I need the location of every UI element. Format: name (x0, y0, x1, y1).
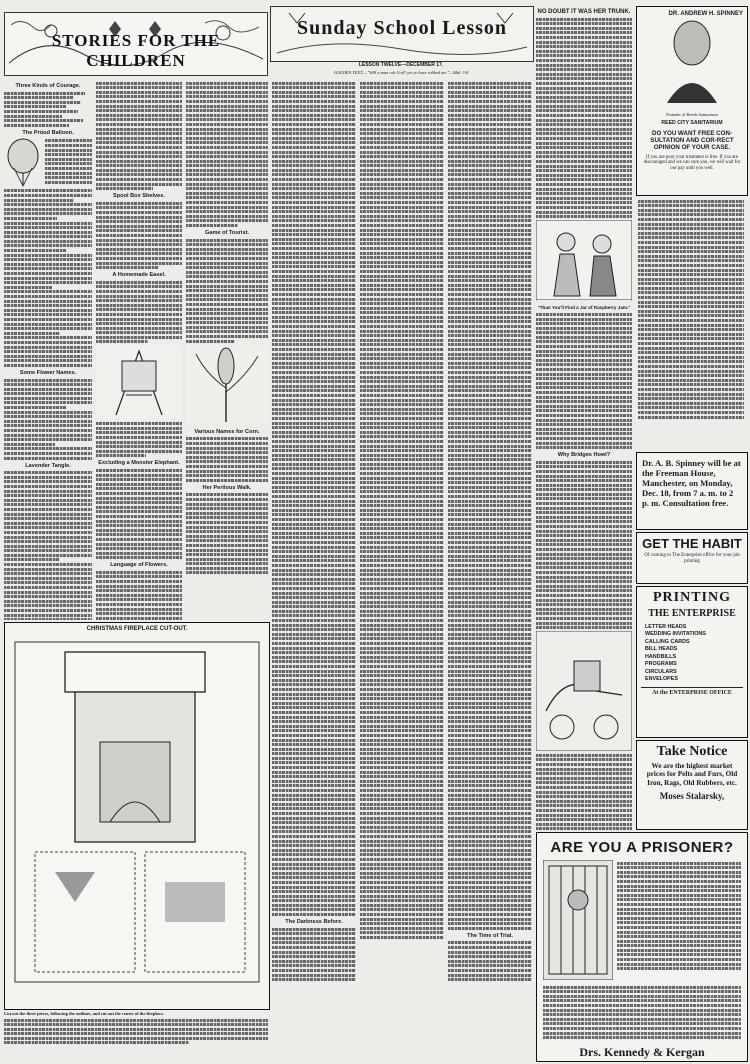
prisoner-illustration (543, 860, 613, 980)
article-title: The Proud Balloon. (22, 129, 74, 136)
section-title: Why Bridges Howl? (557, 452, 611, 459)
list-item: WEDDING INVITATIONS (645, 631, 706, 637)
enterprise-list (637, 619, 747, 687)
list-item: HANDBILLS (645, 653, 677, 660)
section-title: The Time of Trial. (467, 932, 513, 939)
golden-text: GOLDEN TEXT.—"Will a man rob God? yet ye have robbed me."—Mal. 3:8 (333, 70, 469, 75)
stories-banner (4, 12, 268, 76)
section-title: Excluding a Monster Elephant. (98, 460, 180, 467)
sunday-school-title: Sunday School Lesson (296, 17, 508, 39)
doctor-name: DR. ANDREW H. SPINNEY (668, 11, 743, 17)
doctor-ad (636, 6, 748, 196)
section-title: A Homemade Easel. (112, 272, 166, 279)
doctor-ad-body (638, 198, 744, 446)
consult-heading: DO YOU WANT FREE CON-SULTATION AND COR-RECT OPINION OF YOUR CASE. (650, 130, 734, 151)
list-item: LETTER HEADS (645, 623, 687, 630)
puzzle-title: CHRISTMAS FIREPLACE CUT-OUT. (86, 626, 188, 632)
fireplace-cutout-art (5, 632, 269, 992)
list-item: BILL HEADS (645, 646, 678, 652)
prisoner-title: ARE YOU A PRISONER? (550, 839, 734, 856)
list-item: ENVELOPES (645, 676, 678, 682)
location-ad (636, 452, 748, 530)
puzzle-caption: Cut out the three pieces, following the outlines, and cut out the center of the fireplace. (4, 1012, 268, 1060)
article-title: NO DOUBT IT WAS HER TRUNK. (537, 9, 631, 15)
list-item: CIRCULARS (645, 668, 677, 675)
article-body (4, 92, 92, 127)
sunday-school-col-1 (272, 80, 356, 1060)
column-2 (96, 80, 182, 620)
habit-body: Of coming to The Enterprise office for your job printing (644, 553, 740, 564)
section-title: Lavender Tangle. (25, 462, 71, 469)
enterprise-title: THE ENTERPRISE (648, 608, 736, 619)
list-item: CALLING CARDS (645, 638, 690, 645)
notice-title: Take Notice (656, 744, 728, 759)
article-title: Spool Box Shelves. (113, 193, 165, 200)
easel-illustration (96, 345, 182, 419)
sunday-school-col-3 (448, 80, 532, 1060)
location-text: Dr. A. B. Spinney will be at the Freeman House, Manchester, on Monday, Dec. 18, from 7 a. m. to 2 p. m. Consultation free. (642, 458, 741, 508)
corn-illustration (186, 344, 268, 424)
balloon-illustration (4, 138, 42, 188)
habit-title: GET THE HABIT (642, 536, 742, 551)
section-title: Some Flower Names. (19, 369, 77, 376)
habit-ad (636, 532, 748, 584)
consult-note: If you are poor your treatment is free. If you are discouraged and we can cure you, we will wait for our pay until you well. (643, 155, 741, 171)
stories-banner-title: STORIES FOR THE CHILDREN (51, 31, 221, 70)
column-3 (186, 80, 268, 620)
sanitarium-name: REED CITY SANITARIUM (661, 120, 723, 126)
printing-ad (636, 586, 748, 738)
section-title: The Darkness Before. (285, 919, 343, 926)
prisoner-doctors: Drs. Kennedy & Kergan (579, 1045, 705, 1060)
section-title: Language of Flowers. (110, 562, 168, 569)
jam-illustration (536, 220, 632, 300)
sunday-school-banner (270, 6, 534, 62)
notice-ad (636, 740, 748, 830)
list-item: PROGRAMS (645, 661, 677, 667)
fireplace-puzzle (4, 622, 270, 1010)
figure-caption: "Than You'll Find a Jar of Raspberry Jam." (537, 305, 631, 311)
column-1 (4, 80, 92, 620)
prisoner-ad (536, 832, 748, 1062)
lesson-line: LESSON TWELVE—DECEMBER 17. (358, 62, 444, 68)
enterprise-office: At the ENTERPRISE OFFICE (641, 687, 743, 696)
section-title: Her Perilous Walk. (202, 484, 252, 491)
article-body (4, 189, 92, 367)
notice-body: We are the highest market prices for Pelts and Furs, Old Iron, Rags, Old Rubbers, etc. (646, 762, 738, 787)
article-title: Game of Tourist. (204, 230, 250, 236)
figure-caption: Various Names for Corn. (194, 428, 260, 435)
article-title: Three Kinds of Courage. (15, 83, 81, 89)
doctor-portrait (637, 7, 747, 105)
sunday-school-col-2 (360, 80, 444, 1060)
horse-cart-illustration (536, 631, 632, 751)
doctor-subtitle: Founder of Reeds Sanitarium (666, 112, 718, 117)
printing-title: PRINTING (652, 590, 731, 605)
notice-signed: Moses Stalarsky, (659, 791, 725, 802)
